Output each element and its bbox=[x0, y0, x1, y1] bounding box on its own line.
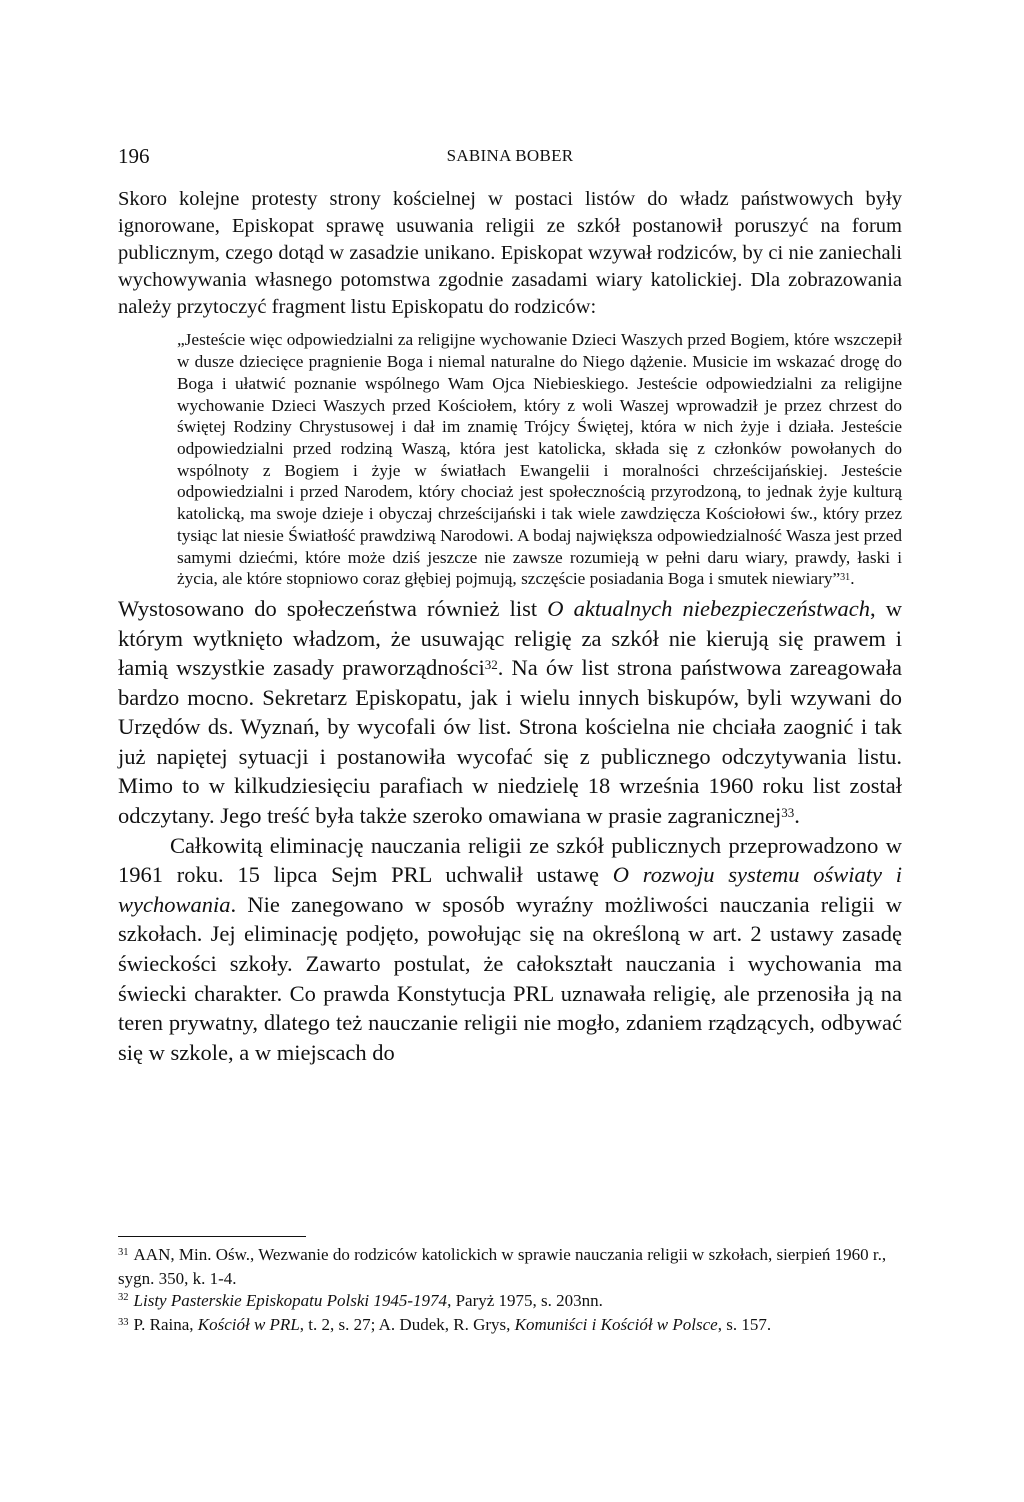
text-run: , w którym wytknięto władzom, że usuwając religię za szkół nie kierują się prawem i łamią wszystkie zasady praworządności bbox=[118, 595, 903, 681]
quote-text: „Jesteście więc odpowiedzialni za religijne wychowanie Dzieci Waszych przed Bogiem, które wszczepił w dusze dziecięce pragnienie Boga i niemal naturalne do Niego dążenie. Musicie im wskazać drogę do Boga i ułatwić poznanie wspólnego Wam Ojca Niebieskiego. Jesteście odpowiedzialni za religijne wychowanie Dzieci Waszych przed Kościołem, który z woli Waszej wprowadził je przez chrzest do świętej Rodziny Chrystusowej i dał im znamię Trójcy Świętej, która w nich żyje i działa. Jesteście odpowiedzialni przed rodziną Waszą, która jest katolicka, składa się z członków powołanych do wspólnoty z Bogiem i żyje w światłach Ewangelii i moralności chrześcijańskiej. Jesteście odpowiedzialni i przed Narodem, który chociaż jest społecznością przyrodzoną, to jednak żyje kulturą katolicką, ma swoje dzieje i obyczaj chrześcijański i tak wiele zawdzięcza Kościołowi św., który przez tysiąc lat niesie Światłość prawdziwą Narodowi. A bodaj największa odpowiedzialność Wasza jest przed samymi dziećmi, które może dziś jeszcze nie zawsze rozumieją w pełni daru wiary, prawdy, łaski i życia, ale które stopniowo coraz głębiej pojmują, szczęście posiadania Boga i smutek niewiary” bbox=[177, 330, 902, 589]
footnote-number: 32 bbox=[118, 1292, 129, 1304]
footnote-italic: Kościół w PRL bbox=[197, 1314, 300, 1334]
footnote-italic: Listy Pasterskie Episkopatu Polski 1945-1974 bbox=[133, 1290, 448, 1310]
block-quote bbox=[118, 329, 902, 589]
book-page bbox=[118, 0, 902, 1502]
footnote-ref-33[interactable]: 33 bbox=[781, 805, 795, 821]
italic-title: O rozwoju systemu oświaty i wychowania bbox=[118, 862, 902, 917]
footnote-text: , t. 2, s. 27; A. Dudek, R. Grys, bbox=[299, 1314, 515, 1334]
paragraph-2 bbox=[118, 594, 902, 831]
footnote-text: AAN, Min. Ośw., Wezwanie do rodziców katolickich w sprawie nauczania religii w szkołach, sierpień 1960 r., sygn. 350, k. 1-4. bbox=[118, 1245, 887, 1289]
footnote-ref-32[interactable]: 32 bbox=[484, 657, 498, 673]
text-run: . bbox=[794, 803, 800, 829]
footnote-italic: Komuniści i Kościół w Polsce bbox=[514, 1314, 718, 1334]
text-run: . Nie zanegowano w sposób wyraźny możliwości nauczania religii w szkołach. Jej eliminację podjęto, powołując się na określoną w art. 2 ustawy zasadę świeckości szkoły. Zawarto postulat, że całokształt nauczania i wychowania ma świecki charakter. Co prawda Konstytucja PRL uznawała religię, ale przenosiła ją na teren prywatny, dlatego też nauczanie religii nie mogło, zdaniem rządzących, odbywać się w szkole, a w miejscach do bbox=[118, 891, 902, 1065]
footnote-text: , Paryż 1975, s. 203nn. bbox=[447, 1290, 603, 1310]
footnote-text: , s. 157. bbox=[717, 1314, 772, 1334]
footnote-number: 31 bbox=[118, 1246, 129, 1258]
running-head-author: SABINA BOBER bbox=[446, 146, 574, 165]
footnote-33 bbox=[118, 1314, 902, 1338]
footnotes bbox=[118, 1244, 902, 1338]
footnote-31 bbox=[118, 1244, 902, 1290]
quote-end: . bbox=[850, 569, 855, 589]
text-run: Wystosowano do społeczeństwa również list bbox=[118, 595, 548, 621]
footnote-number: 33 bbox=[118, 1316, 129, 1328]
footnote-32 bbox=[118, 1290, 902, 1314]
footnote-ref-31[interactable]: 31 bbox=[840, 571, 851, 583]
italic-title: O aktualnych niebezpieczeństwach bbox=[547, 595, 870, 621]
running-head bbox=[118, 144, 902, 174]
text-run: Całkowitą eliminację nauczania religii ze szkół publicznych przeprowadzono w 1961 roku. 15 lipca Sejm PRL uchwalił ustawę bbox=[118, 832, 902, 888]
main-text bbox=[118, 186, 902, 1067]
footnote-divider bbox=[118, 1236, 306, 1237]
footnote-text: P. Raina, bbox=[133, 1314, 198, 1334]
paragraph-1: Skoro kolejne protesty strony kościelnej w postaci listów do władz państwowych były ignorowane, Episkopat sprawę usuwania religii ze szkół postanowił poruszyć na forum publicznym, czego dotąd w zasadzie unikano. Episkopat wzywał rodziców, by ci nie zaniechali wychowywania własnego potomstwa zgodnie zasadami wiary katolickiej. Dla zobrazowania należy przytoczyć fragment listu Episkopatu do rodziców: bbox=[118, 188, 902, 319]
text-run: . Na ów list strona państwowa zareagowała bardzo mocno. Sekretarz Episkopatu, jak i wielu innych biskupów, byli wzywani do Urzędów ds. Wyznań, by wycofali ów list. Strona kościelna nie chciała zaognić i tak już napiętej sytuacji i postanowiła wycofać się z publicznego odczytywania listu. Mimo to w kilkudziesięciu parafiach w niedzielę 18 września 1960 roku list został odczytany. Jego treść była także szeroko omawiana w prasie zagranicznej bbox=[118, 655, 902, 829]
page-number: 196 bbox=[118, 144, 150, 168]
paragraph-3 bbox=[118, 831, 902, 1068]
